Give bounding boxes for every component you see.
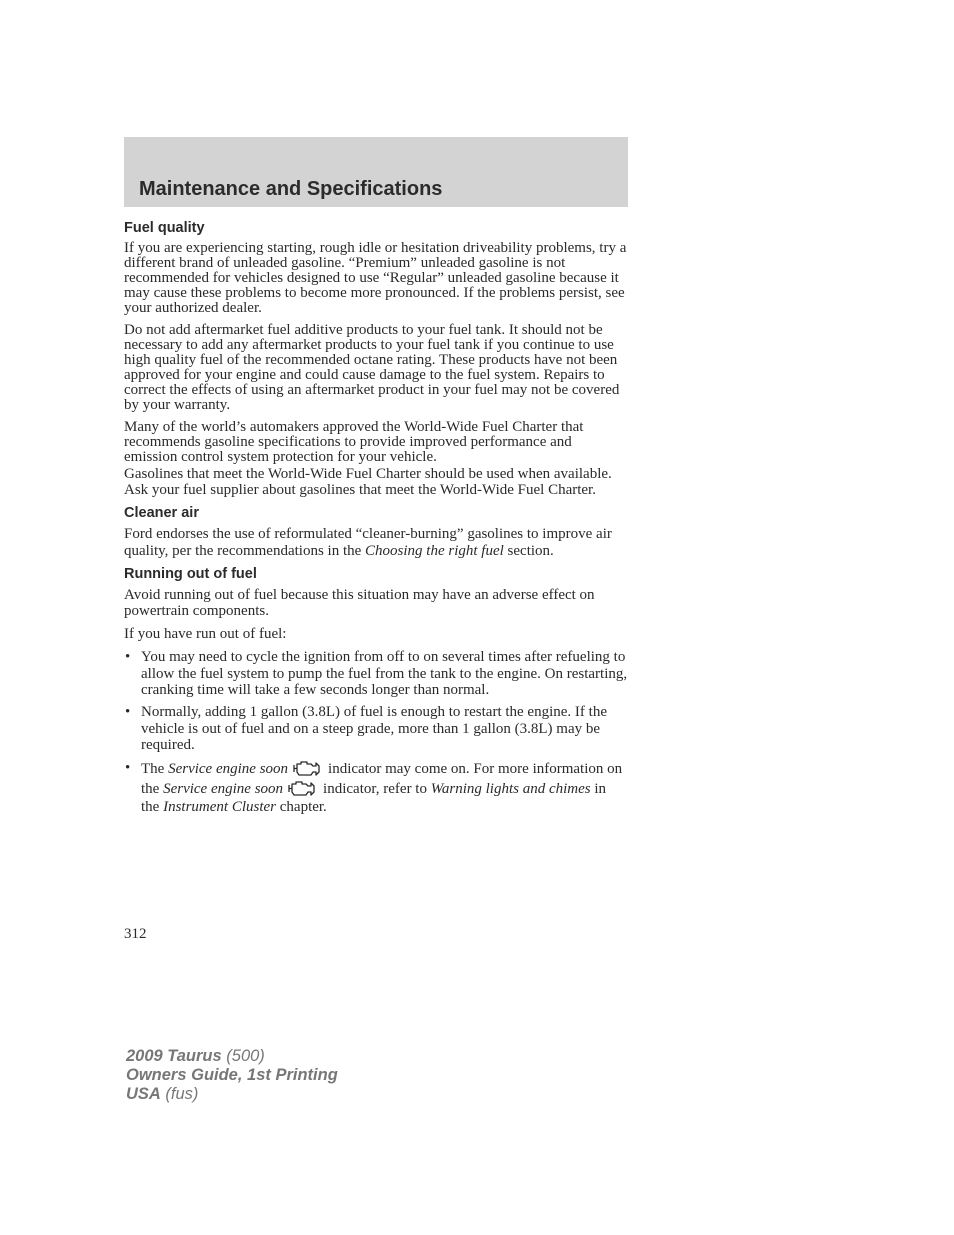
footer-line-guide <box>126 1066 338 1085</box>
indicator-name: Service engine soon <box>168 761 289 778</box>
bullet-text: chapter. <box>276 799 327 816</box>
heading-running-out-of-fuel: Running out of fuel <box>124 565 257 582</box>
heading-cleaner-air: Cleaner air <box>124 505 199 522</box>
footer-model-code: (500) <box>221 1047 265 1065</box>
check-engine-icon <box>287 779 317 797</box>
footer-line-model <box>126 1047 338 1066</box>
footer-guide: Owners Guide, 1st Printing <box>126 1066 338 1084</box>
bullet-text: The <box>141 761 169 778</box>
chapter-reference: Warning lights and chimes <box>430 780 591 797</box>
bullet-mark: • <box>125 760 131 777</box>
bullet-add-fuel <box>124 704 628 753</box>
running-out-paragraph-2: If you have run out of fuel: <box>124 626 287 643</box>
bullet-text: indicator, refer to <box>323 780 431 797</box>
footer-model: 2009 Taurus <box>126 1047 222 1065</box>
running-out-bullet-list <box>124 649 628 816</box>
fuel-quality-paragraph-3: Many of the world’s automakers approved the World-Wide Fuel Charter that recommends gasoline specifications to provide improved performance and emission control system protection for your vehicle. <box>124 419 584 465</box>
cleaner-air-text-end: section. <box>503 542 554 559</box>
page-content <box>124 220 628 823</box>
bullet-service-engine-soon <box>124 759 628 817</box>
footer-edition-info <box>126 1047 338 1104</box>
bullet-text: in the <box>141 780 607 816</box>
footer-line-market <box>126 1085 338 1104</box>
cleaner-air-text: Ford endorses the use of reformulated “cleaner-burning” gasolines to improve air quality, per the recommendations in the <box>124 526 612 559</box>
bullet-text: You may need to cycle the ignition from off to on several times after refueling to allow the fuel system to pump the fuel from the tank to the engine. On restarting, cranking time will take a few seconds longer than normal. <box>141 649 628 699</box>
bullet-cycle-ignition <box>124 649 628 698</box>
running-out-paragraph-1: Avoid running out of fuel because this situation may have an adverse effect on powertrain components. <box>124 586 595 620</box>
footer-market: USA <box>126 1085 161 1103</box>
bullet-text: Normally, adding 1 gallon (3.8L) of fuel is enough to restart the engine. If the vehicle is out of fuel and on a steep grade, more than 1 gallon (3.8L) may be required. <box>141 704 607 753</box>
bullet-mark: • <box>125 649 131 666</box>
footer-market-code: (fus) <box>160 1085 199 1103</box>
section-title: Maintenance and Specifications <box>139 178 443 200</box>
fuel-quality-paragraph-1: If you are experiencing starting, rough idle or hesitation driveability problems, try a different brand of unleaded gasoline. “Premium” unleaded gasoline is not recommended for vehicles designed to use “Regular” unleaded gasoline because it may cause these problems to become more pronounced. If the problems persist, see your authorized dealer. <box>124 240 627 316</box>
bullet-mark: • <box>125 704 131 721</box>
cleaner-air-reference: Choosing the right fuel <box>365 542 504 559</box>
heading-fuel-quality: Fuel quality <box>124 220 205 236</box>
chapter-reference: Instrument Cluster <box>163 799 276 816</box>
fuel-quality-paragraph-4: Gasolines that meet the World-Wide Fuel Charter should be used when available. Ask your fuel supplier about gasolines that meet the World-Wide Fuel Charter. <box>124 466 612 499</box>
fuel-quality-paragraph-2: Do not add aftermarket fuel additive products to your fuel tank. It should not be necessary to add any aftermarket products to your fuel tank if you continue to use high quality fuel of the recommended octane rating. These products have not been approved for your engine and could cause damage to the fuel system. Repairs to correct the effects of using an aftermarket product in your fuel may not be covered by your warranty. <box>124 322 620 413</box>
page-number: 312 <box>124 926 147 942</box>
check-engine-icon <box>292 759 322 777</box>
bullet-text: indicator may come on. For more information on the <box>141 761 623 797</box>
cleaner-air-paragraph <box>124 526 628 558</box>
indicator-name: Service engine soon <box>163 780 284 797</box>
section-header-band <box>124 137 628 207</box>
